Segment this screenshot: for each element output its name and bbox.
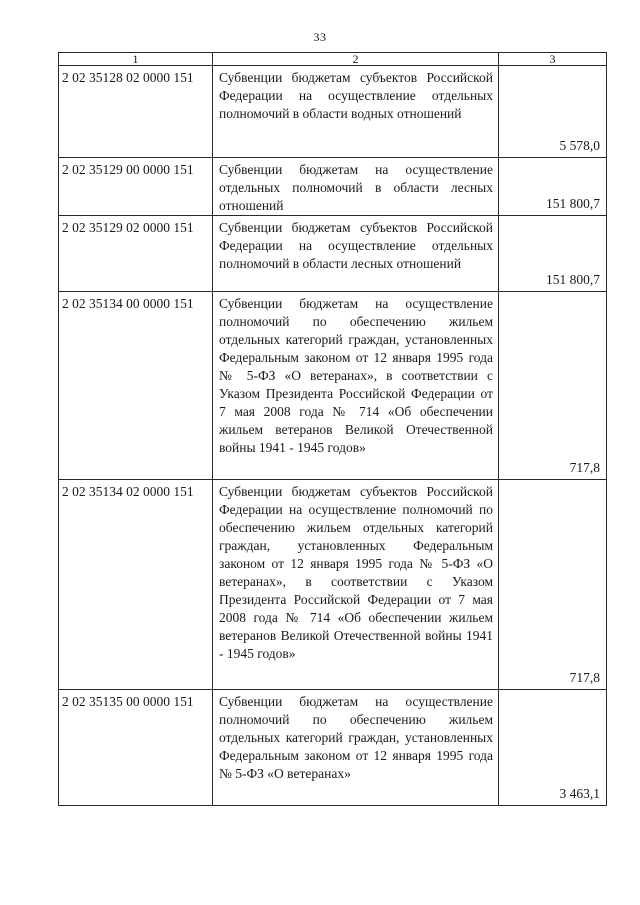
table-row	[59, 480, 607, 690]
column-header-3: 3	[499, 53, 607, 66]
table-row	[59, 158, 607, 216]
budget-code: 2 02 35129 02 0000 151	[59, 216, 213, 292]
budget-code: 2 02 35135 00 0000 151	[59, 690, 213, 806]
budget-amount: 3 463,1	[499, 690, 607, 806]
table-row	[59, 690, 607, 806]
budget-amount: 151 800,7	[499, 158, 607, 216]
budget-code: 2 02 35134 00 0000 151	[59, 292, 213, 480]
budget-description: Субвенции бюджетам на осуществление полномочий по обеспечению жильем отдельных категорий граждан, установленных Федеральным законом от 12 января 1995 года № 5-ФЗ «О ветеранах»	[213, 690, 499, 806]
table-row	[59, 292, 607, 480]
budget-description: Субвенции бюджетам на осуществление отдельных полномочий в области лесных отношений	[213, 158, 499, 216]
budget-amount: 151 800,7	[499, 216, 607, 292]
budget-table	[58, 52, 607, 806]
budget-description: Субвенции бюджетам субъектов Российской Федерации на осуществление отдельных полномочий в области водных отношений	[213, 66, 499, 158]
column-header-1: 1	[59, 53, 213, 66]
page-number: 33	[313, 30, 327, 44]
budget-code: 2 02 35128 02 0000 151	[59, 66, 213, 158]
table-row	[59, 66, 607, 158]
budget-amount: 717,8	[499, 480, 607, 690]
table-row	[59, 216, 607, 292]
budget-description: Субвенции бюджетам на осуществление полномочий по обеспечению жильем отдельных категорий граждан, установленных Федеральным законом от 12 января 1995 года № 5-ФЗ «О ветеранах», в соответствии с Указом Президента Российской Федерации от 7 мая 2008 года № 714 «Об обеспечении жильем ветеранов Великой Отечественной войны 1941 - 1945 годов»	[213, 292, 499, 480]
column-header-2: 2	[213, 53, 499, 66]
table-header-row	[59, 53, 607, 66]
budget-amount: 5 578,0	[499, 66, 607, 158]
budget-code: 2 02 35134 02 0000 151	[59, 480, 213, 690]
budget-description: Субвенции бюджетам субъектов Российской Федерации на осуществление полномочий по обеспечению жильем отдельных категорий граждан, установленных Федеральным законом от 12 января 1995 года № 5-ФЗ «О ветеранах», в соответствии с Указом Президента Российской Федерации от 7 мая 2008 года № 714 «Об обеспечении жильем ветеранов Великой Отечественной войны 1941 - 1945 годов»	[213, 480, 499, 690]
budget-amount: 717,8	[499, 292, 607, 480]
budget-description: Субвенции бюджетам субъектов Российской Федерации на осуществление отдельных полномочий в области лесных отношений	[213, 216, 499, 292]
budget-code: 2 02 35129 00 0000 151	[59, 158, 213, 216]
